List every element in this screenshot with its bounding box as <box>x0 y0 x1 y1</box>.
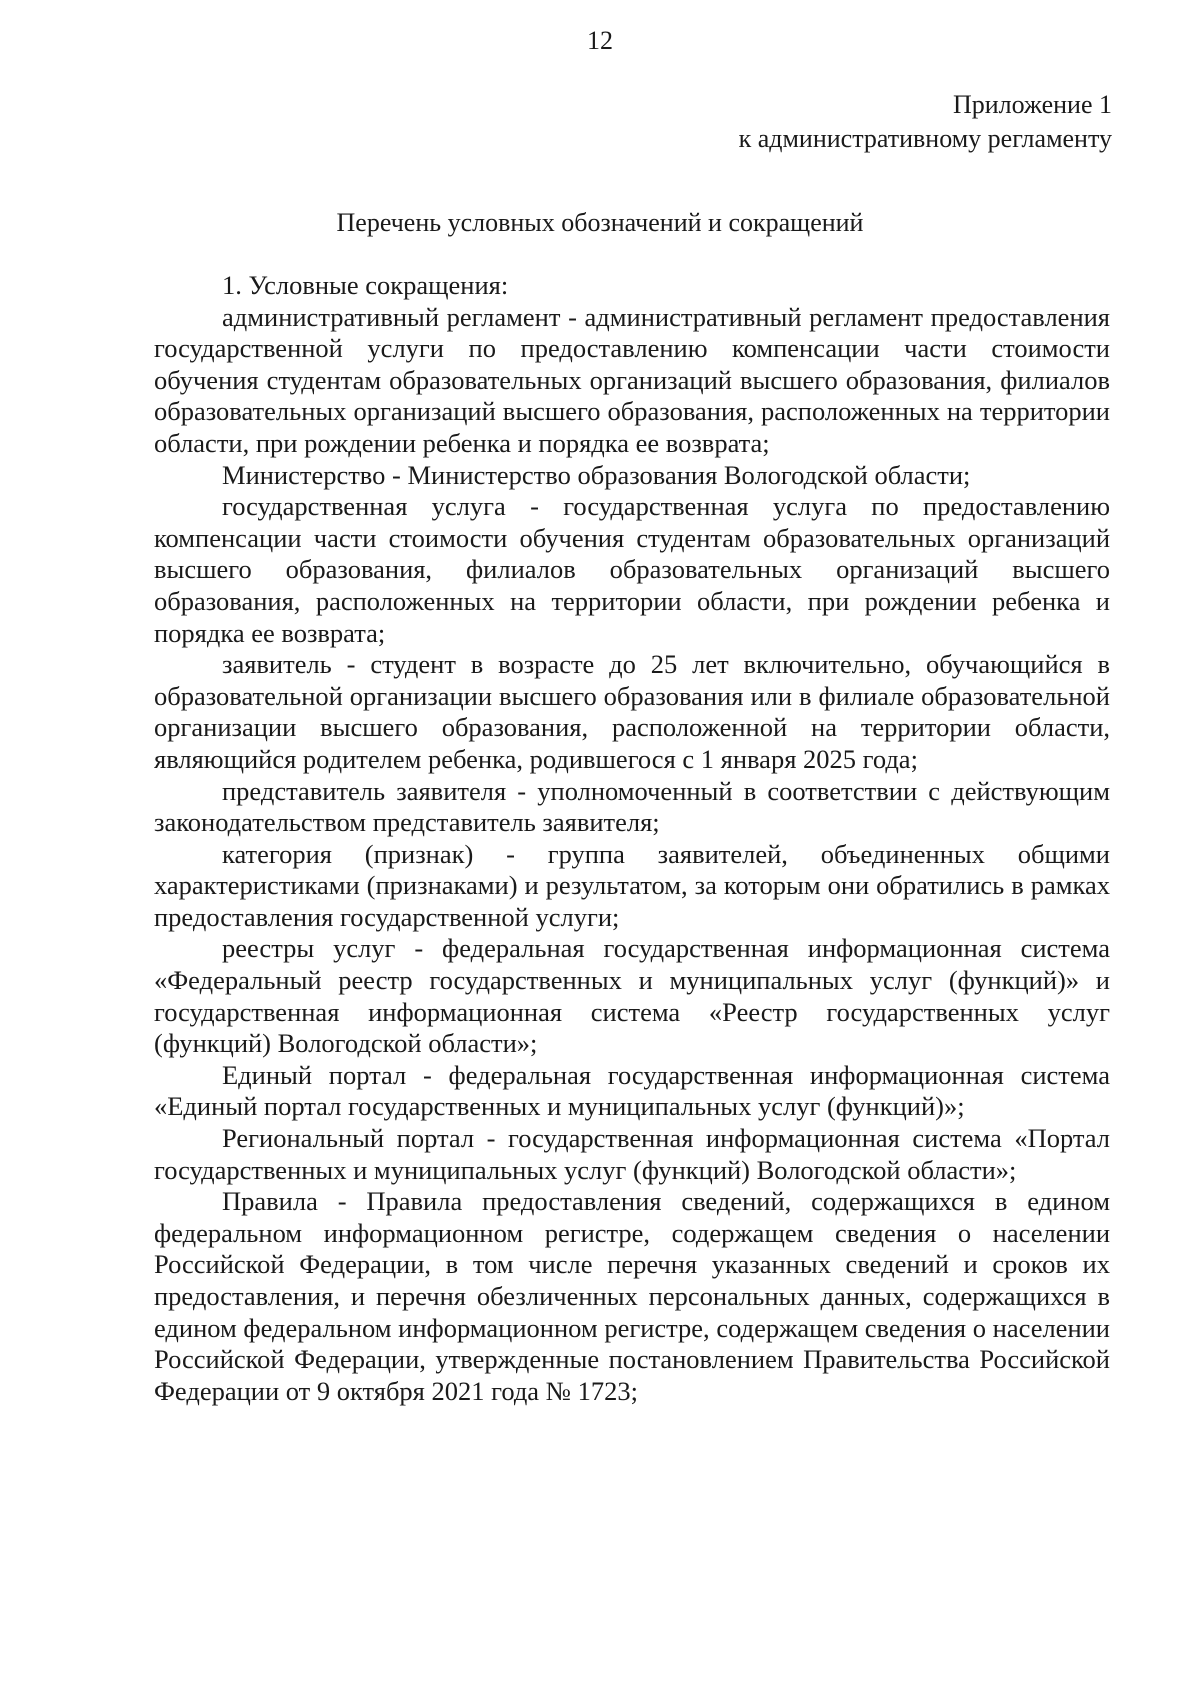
appendix-reference <box>739 88 1112 156</box>
definition-paragraph: заявитель - студент в возрасте до 25 лет включительно, обучающийся в образовательной организации высшего образования или в филиале образовательной организации высшего образования, расположенной на территории области, являющийся родителем ребенка, родившегося с 1 января 2025 года; <box>154 649 1110 774</box>
document-title: Перечень условных обозначений и сокращений <box>336 208 864 237</box>
definition-paragraph: Правила - Правила предоставления сведений, содержащихся в едином федеральном информационном регистре, содержащем сведения о населении Российской Федерации, в том числе перечня указанных сведений и сроков их предоставления, и перечня обезличенных персональных данных, содержащихся в едином федеральном информационном регистре, содержащем сведения о населении Российской Федерации, утвержденные постановлением Правительства Российской Федерации от 9 октября 2021 года № 1723; <box>154 1186 1110 1406</box>
definition-paragraph: административный регламент - административный регламент предоставления государственной услуги по предоставлению компенсации части стоимости обучения студентам образовательных организаций высшего образования, филиалов образовательных организаций высшего образования, расположенных на территории области, при рождении ребенка и порядка ее возврата; <box>154 301 1110 458</box>
definition-paragraph: Единый портал - федеральная государственная информационная система «Единый портал государственных и муниципальных услуг (функций)»; <box>154 1059 1110 1122</box>
definition-paragraph: государственная услуга - государственная услуга по предоставлению компенсации части стоимости обучения студентам образовательных организаций высшего образования, филиалов образовательных организаций высшего образования, расположенных на территории области, при рождении ребенка и порядка ее возврата; <box>154 491 1110 648</box>
appendix-line-2: к административному регламенту <box>738 124 1112 153</box>
definition-paragraph: реестры услуг - федеральная государственная информационная система «Федеральный реестр государственных и муниципальных услуг (функций)» и государственная информационная система «Реестр государственных услуг (функций) Вологодской области»; <box>154 933 1110 1059</box>
document-body <box>154 270 1110 1407</box>
appendix-line-1: Приложение 1 <box>952 90 1112 119</box>
definition-paragraph: Министерство - Министерство образования Вологодской области; <box>222 459 971 490</box>
definition-paragraph: категория (признак) - группа заявителей, объединенных общими характеристиками (признаками) и результатом, за которым они обратились в рамках предоставления государственной услуги; <box>154 838 1110 932</box>
definition-paragraph: представитель заявителя - уполномоченный в соответствии с действующим законодательством представитель заявителя; <box>154 775 1110 838</box>
definition-paragraph: Региональный портал - государственная информационная система «Портал государственных и муниципальных услуг (функций) Вологодской области»; <box>154 1123 1110 1185</box>
page-number: 12 <box>587 26 613 55</box>
section-heading: 1. Условные сокращения: <box>222 270 509 300</box>
